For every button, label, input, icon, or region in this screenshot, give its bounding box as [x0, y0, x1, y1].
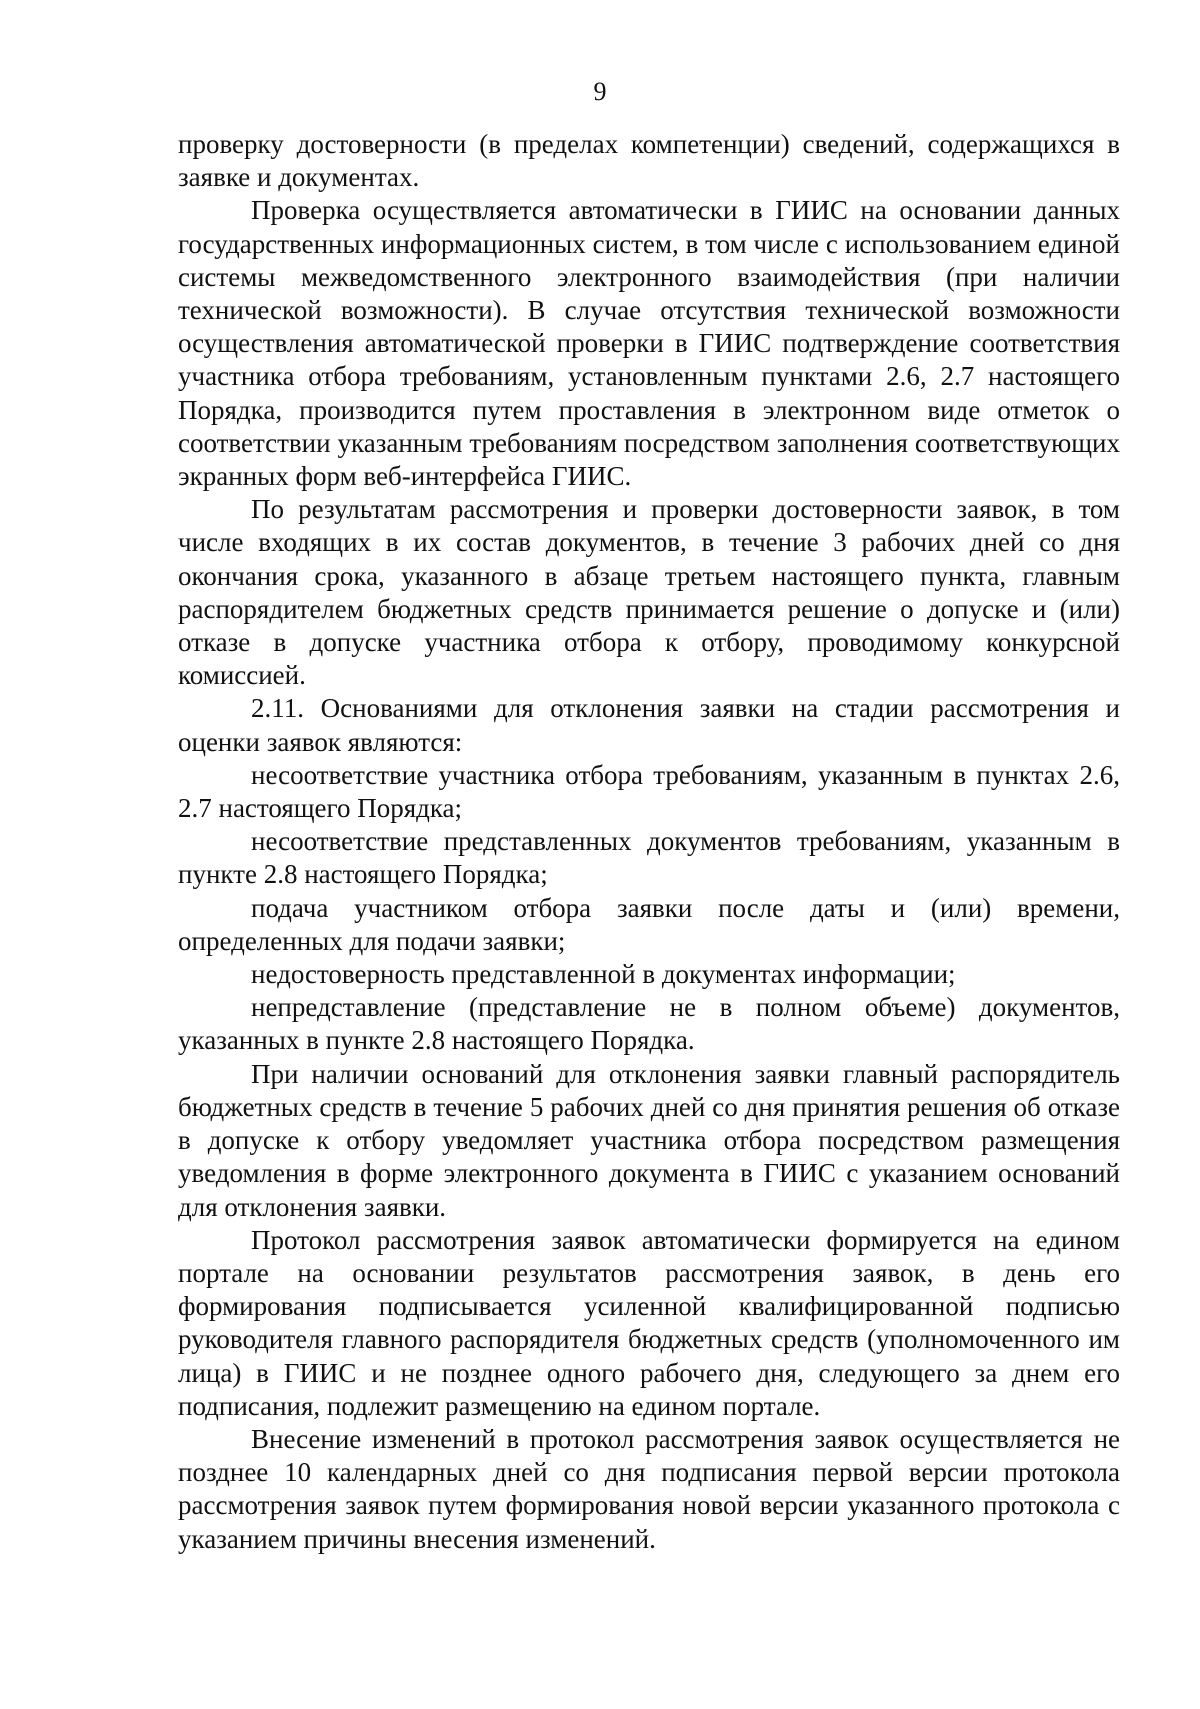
list-item: несоответствие представленных документов требованиям, указанным в пункте 2.8 настоящего Порядка;	[178, 826, 1120, 890]
paragraph: Протокол рассмотрения заявок автоматически формируется на едином портале на основании результатов рассмотрения заявок, в день его формирования подписывается усиленной квалифицированной подписью руководителя главного распорядителя бюджетных средств (уполномоченного им лица) в ГИИС и не позднее одного рабочего дня, следующего за днем его подписания, подлежит размещению на едином портале.	[178, 1224, 1120, 1421]
paragraph: Проверка осуществляется автоматически в ГИИС на основании данных государственных информационных систем, в том числе с использованием единой системы межведомственного электронного взаимодействия (при наличии технической возможности). В случае отсутствия технической возможности осуществления автоматической проверки в ГИИС подтверждение соответствия участника отбора требованиям, установленным пунктами 2.6, 2.7 настоящего Порядка, производится путем проставления в электронном виде отметок о соответствии указанным требованиям посредством заполнения соответствующих экранных форм веб-интерфейса ГИИС.	[178, 195, 1120, 492]
list-item: недостоверность представленной в документах информации;	[251, 959, 956, 990]
paragraph: При наличии оснований для отклонения заявки главный распорядитель бюджетных средств в течение 5 рабочих дней со дня принятия решения об отказе в допуске к отбору уведомляет участника отбора посредством размещения уведомления в форме электронного документа в ГИИС с указанием оснований для отклонения заявки.	[178, 1058, 1120, 1222]
paragraph: 2.11. Основаниями для отклонения заявки на стадии рассмотрения и оценки заявок являются:	[178, 693, 1120, 757]
paragraph: проверку достоверности (в пределах компетенции) сведений, содержащихся в заявке и документах.	[178, 129, 1120, 193]
list-item: несоответствие участника отбора требованиям, указанным в пунктах 2.6, 2.7 настоящего Порядка;	[178, 759, 1120, 824]
paragraph: По результатам рассмотрения и проверки достоверности заявок, в том числе входящих в их состав документов, в течение 3 рабочих дней со дня окончания срока, указанного в абзаце третьем настоящего пункта, главным распорядителем бюджетных средств принимается решение о допуске и (или) отказе в допуске участника отбора к отбору, проводимому конкурсной комиссией.	[178, 494, 1120, 691]
paragraph: Внесение изменений в протокол рассмотрения заявок осуществляется не позднее 10 календарных дней со дня подписания первой версии протокола рассмотрения заявок путем формирования новой версии указанного протокола с указанием причины внесения изменений.	[178, 1423, 1120, 1554]
list-item: непредставление (представление не в полном объеме) документов, указанных в пункте 2.8 настоящего Порядка.	[178, 992, 1120, 1056]
page-number: 9	[593, 77, 607, 106]
list-item: подача участником отбора заявки после даты и (или) времени, определенных для подачи заявки;	[178, 892, 1120, 956]
document-body	[178, 128, 1120, 1556]
